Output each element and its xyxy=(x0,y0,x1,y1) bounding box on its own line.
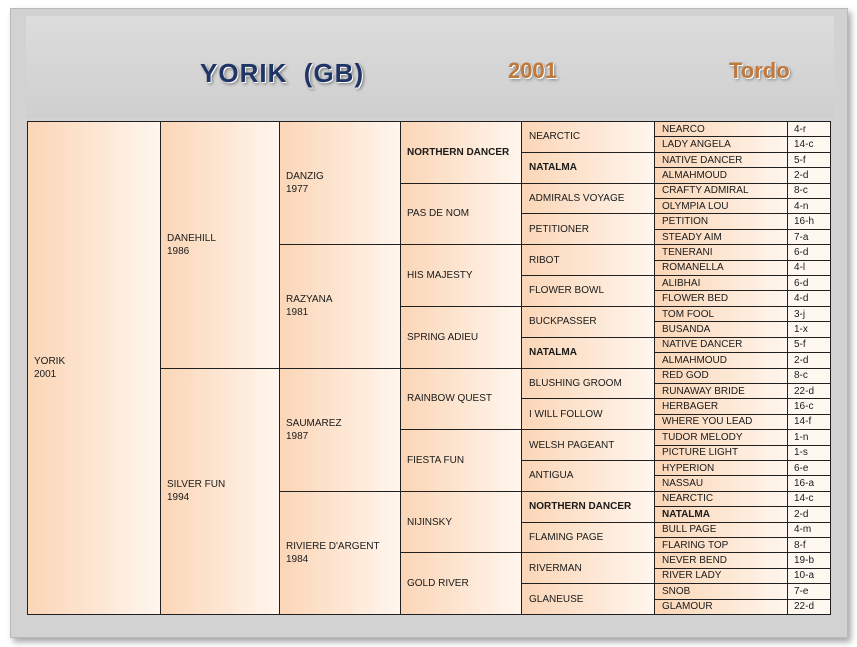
gen4-name: NEARCTIC xyxy=(529,131,581,143)
gen3-name: NORTHERN DANCER xyxy=(407,146,510,158)
coat-color-title: Tordo xyxy=(729,58,790,83)
gen4-cell xyxy=(521,337,655,369)
subject-entry xyxy=(34,355,65,381)
gen4-name: ADMIRALS VOYAGE xyxy=(529,193,625,205)
gen4-name: NATALMA xyxy=(529,347,577,359)
gen5-cell xyxy=(654,290,788,306)
family-number-cell xyxy=(787,136,831,152)
gen3-name: GOLD RIVER xyxy=(407,578,469,590)
gen5-cell xyxy=(654,198,788,214)
gen2-year: 1984 xyxy=(286,553,309,565)
family-number-cell xyxy=(787,167,831,183)
gen5-name: TENERANI xyxy=(662,246,713,258)
gen1-cell xyxy=(160,368,280,616)
gen4-name: RIBOT xyxy=(529,254,560,266)
family-number-cell xyxy=(787,260,831,276)
gen4-cell xyxy=(521,121,655,153)
family-number: 8-f xyxy=(794,539,806,551)
family-number-cell xyxy=(787,244,831,260)
gen5-name: PETITION xyxy=(662,216,709,228)
gen2-entry xyxy=(286,293,333,319)
gen5-name: TOM FOOL xyxy=(662,308,715,320)
family-number-cell xyxy=(787,229,831,245)
gen2-cell xyxy=(279,368,401,492)
family-number: 14-f xyxy=(794,416,812,428)
gen5-name: NATIVE DANCER xyxy=(662,339,743,351)
family-number-cell xyxy=(787,121,831,137)
gen5-cell xyxy=(654,429,788,445)
family-number-cell xyxy=(787,368,831,384)
gen2-year: 1977 xyxy=(286,184,309,196)
gen3-cell xyxy=(400,183,522,246)
gen5-cell xyxy=(654,229,788,245)
gen1-entry xyxy=(167,232,216,258)
gen5-name: NEVER BEND xyxy=(662,555,728,567)
family-number: 4-m xyxy=(794,524,812,536)
family-number-cell xyxy=(787,306,831,322)
gen3-name: RAINBOW QUEST xyxy=(407,393,493,405)
gen2-entry xyxy=(286,170,324,196)
gen4-cell xyxy=(521,460,655,492)
gen1-name: DANEHILL xyxy=(167,232,216,244)
gen3-name: HIS MAJESTY xyxy=(407,270,473,282)
gen4-name: ANTIGUA xyxy=(529,470,574,482)
gen5-cell xyxy=(654,275,788,291)
gen5-name: SNOB xyxy=(662,585,691,597)
gen5-cell xyxy=(654,506,788,522)
gen4-name: RIVERMAN xyxy=(529,562,582,574)
gen5-cell xyxy=(654,583,788,599)
gen5-name: NEARCO xyxy=(662,123,705,135)
gen5-name: LADY ANGELA xyxy=(662,139,731,151)
family-number: 14-c xyxy=(794,139,814,151)
family-number: 3-j xyxy=(794,308,806,320)
gen4-cell xyxy=(521,583,655,615)
family-number-cell xyxy=(787,275,831,291)
gen5-cell xyxy=(654,460,788,476)
gen3-cell xyxy=(400,368,522,431)
family-number: 16-a xyxy=(794,478,815,490)
family-number: 22-d xyxy=(794,601,815,613)
gen4-name: FLAMING PAGE xyxy=(529,531,604,543)
family-number: 5-f xyxy=(794,154,806,166)
gen5-cell xyxy=(654,368,788,384)
gen5-name: NEARCTIC xyxy=(662,493,714,505)
gen4-cell xyxy=(521,213,655,245)
gen5-cell xyxy=(654,121,788,137)
family-number-cell xyxy=(787,383,831,399)
gen4-cell xyxy=(521,398,655,430)
family-number-cell xyxy=(787,352,831,368)
family-number-cell xyxy=(787,321,831,337)
gen5-name: NATALMA xyxy=(662,508,710,520)
gen5-name: WHERE YOU LEAD xyxy=(662,416,753,428)
family-number-cell xyxy=(787,429,831,445)
birth-year-title: 2001 xyxy=(508,58,557,83)
family-number: 1-s xyxy=(794,447,808,459)
gen1-year: 1986 xyxy=(167,245,190,257)
gen2-name: RAZYANA xyxy=(286,294,333,306)
family-number: 4-n xyxy=(794,200,809,212)
gen2-cell xyxy=(279,244,401,368)
family-number: 2-d xyxy=(794,508,809,520)
gen5-name: STEADY AIM xyxy=(662,231,722,243)
gen5-cell xyxy=(654,537,788,553)
gen5-cell xyxy=(654,475,788,491)
family-number: 1-x xyxy=(794,323,808,335)
gen3-cell xyxy=(400,429,522,492)
family-number-cell xyxy=(787,599,831,615)
family-number: 14-c xyxy=(794,493,814,505)
gen2-name: SAUMAREZ xyxy=(286,417,342,429)
family-number: 7-e xyxy=(794,585,809,597)
subject-year: 2001 xyxy=(34,369,57,380)
gen5-cell xyxy=(654,321,788,337)
gen5-name: HERBAGER xyxy=(662,401,719,413)
gen3-name: NIJINSKY xyxy=(407,516,453,528)
family-number: 4-d xyxy=(794,293,809,305)
gen4-cell xyxy=(521,244,655,276)
gen4-name: PETITIONER xyxy=(529,223,590,235)
gen5-cell xyxy=(654,522,788,538)
gen4-name: GLANEUSE xyxy=(529,593,584,605)
gen4-cell xyxy=(521,183,655,215)
family-number-cell xyxy=(787,506,831,522)
gen5-cell xyxy=(654,552,788,568)
gen4-name: NORTHERN DANCER xyxy=(529,501,632,513)
gen5-name: ROMANELLA xyxy=(662,262,724,274)
family-number: 8-c xyxy=(794,370,808,382)
family-number-cell xyxy=(787,183,831,199)
subject-cell xyxy=(27,121,161,615)
gen5-cell xyxy=(654,568,788,584)
family-number: 8-c xyxy=(794,185,808,197)
gen4-name: NATALMA xyxy=(529,162,577,174)
family-number: 2-d xyxy=(794,169,809,181)
family-number-cell xyxy=(787,522,831,538)
gen5-name: RIVER LADY xyxy=(662,570,722,582)
gen5-cell xyxy=(654,213,788,229)
family-number-cell xyxy=(787,537,831,553)
gen5-name: CRAFTY ADMIRAL xyxy=(662,185,749,197)
gen4-name: BUCKPASSER xyxy=(529,316,597,328)
gen4-cell xyxy=(521,275,655,307)
gen5-name: GLAMOUR xyxy=(662,601,713,613)
gen2-entry xyxy=(286,540,380,566)
family-number: 16-h xyxy=(794,216,815,228)
gen5-name: HYPERION xyxy=(662,462,715,474)
gen3-cell xyxy=(400,552,522,615)
gen5-cell xyxy=(654,167,788,183)
gen5-cell xyxy=(654,306,788,322)
gen1-name: SILVER FUN xyxy=(167,479,226,491)
gen5-name: OLYMPIA LOU xyxy=(662,200,729,212)
gen5-name: ALMAHMOUD xyxy=(662,169,728,181)
gen5-name: NATIVE DANCER xyxy=(662,154,743,166)
family-number-cell xyxy=(787,475,831,491)
family-number-cell xyxy=(787,445,831,461)
gen2-year: 1987 xyxy=(286,430,309,442)
gen4-cell xyxy=(521,368,655,400)
family-number-cell xyxy=(787,568,831,584)
gen4-cell xyxy=(521,522,655,554)
gen4-name: I WILL FOLLOW xyxy=(529,408,603,420)
gen2-name: DANZIG xyxy=(286,171,324,183)
gen1-entry xyxy=(167,478,225,504)
gen5-cell xyxy=(654,136,788,152)
gen4-cell xyxy=(521,491,655,523)
family-number-cell xyxy=(787,552,831,568)
gen2-year: 1981 xyxy=(286,307,309,319)
gen3-cell xyxy=(400,121,522,184)
gen5-name: RED GOD xyxy=(662,370,709,382)
gen2-entry xyxy=(286,417,342,443)
family-number: 4-l xyxy=(794,262,806,274)
family-number: 16-c xyxy=(794,401,814,413)
family-number: 22-d xyxy=(794,385,815,397)
subject-name: YORIK xyxy=(34,356,66,367)
gen5-cell xyxy=(654,244,788,260)
gen4-cell xyxy=(521,306,655,338)
gen4-cell xyxy=(521,152,655,184)
gen5-name: PICTURE LIGHT xyxy=(662,447,739,459)
family-number: 6-d xyxy=(794,246,809,258)
gen2-cell xyxy=(279,121,401,245)
pedigree-header xyxy=(26,16,834,118)
gen2-cell xyxy=(279,491,401,615)
family-number: 7-a xyxy=(794,231,809,243)
gen5-name: ALIBHAI xyxy=(662,277,701,289)
family-number-cell xyxy=(787,414,831,430)
gen5-name: FLARING TOP xyxy=(662,539,729,551)
family-number: 5-f xyxy=(794,339,806,351)
horse-name-title: YORIK (GB) xyxy=(200,58,365,88)
family-number-cell xyxy=(787,290,831,306)
gen4-cell xyxy=(521,552,655,584)
family-number: 19-b xyxy=(794,555,815,567)
gen3-name: FIESTA FUN xyxy=(407,454,465,466)
gen5-name: NASSAU xyxy=(662,478,704,490)
gen5-cell xyxy=(654,383,788,399)
gen5-cell xyxy=(654,491,788,507)
gen3-cell xyxy=(400,491,522,554)
gen5-cell xyxy=(654,152,788,168)
family-number-cell xyxy=(787,460,831,476)
family-number-cell xyxy=(787,198,831,214)
gen3-name: PAS DE NOM xyxy=(407,208,470,220)
family-number: 1-n xyxy=(794,431,809,443)
gen4-name: BLUSHING GROOM xyxy=(529,377,622,389)
gen2-name: RIVIERE D'ARGENT xyxy=(286,540,380,552)
family-number: 6-d xyxy=(794,277,809,289)
family-number-cell xyxy=(787,398,831,414)
gen4-name: FLOWER BOWL xyxy=(529,285,605,297)
family-number-cell xyxy=(787,213,831,229)
family-number-cell xyxy=(787,583,831,599)
family-number: 4-r xyxy=(794,123,807,135)
gen5-name: RUNAWAY BRIDE xyxy=(662,385,745,397)
gen3-name: SPRING ADIEU xyxy=(407,331,479,343)
gen1-cell xyxy=(160,121,280,369)
family-number-cell xyxy=(787,152,831,168)
gen5-cell xyxy=(654,352,788,368)
gen3-cell xyxy=(400,306,522,369)
gen5-cell xyxy=(654,445,788,461)
gen4-name: WELSH PAGEANT xyxy=(529,439,615,451)
gen5-name: BUSANDA xyxy=(662,323,711,335)
gen5-cell xyxy=(654,599,788,615)
gen5-cell xyxy=(654,414,788,430)
gen1-year: 1994 xyxy=(167,492,190,504)
family-number-cell xyxy=(787,337,831,353)
gen5-cell xyxy=(654,260,788,276)
gen5-cell xyxy=(654,337,788,353)
gen5-name: TUDOR MELODY xyxy=(662,431,743,443)
gen5-cell xyxy=(654,398,788,414)
gen5-cell xyxy=(654,183,788,199)
gen3-cell xyxy=(400,244,522,307)
gen5-name: ALMAHMOUD xyxy=(662,354,728,366)
family-number: 6-e xyxy=(794,462,809,474)
gen4-cell xyxy=(521,429,655,461)
gen5-name: BULL PAGE xyxy=(662,524,717,536)
family-number: 2-d xyxy=(794,354,809,366)
gen5-name: FLOWER BED xyxy=(662,293,729,305)
family-number: 10-a xyxy=(794,570,815,582)
family-number-cell xyxy=(787,491,831,507)
